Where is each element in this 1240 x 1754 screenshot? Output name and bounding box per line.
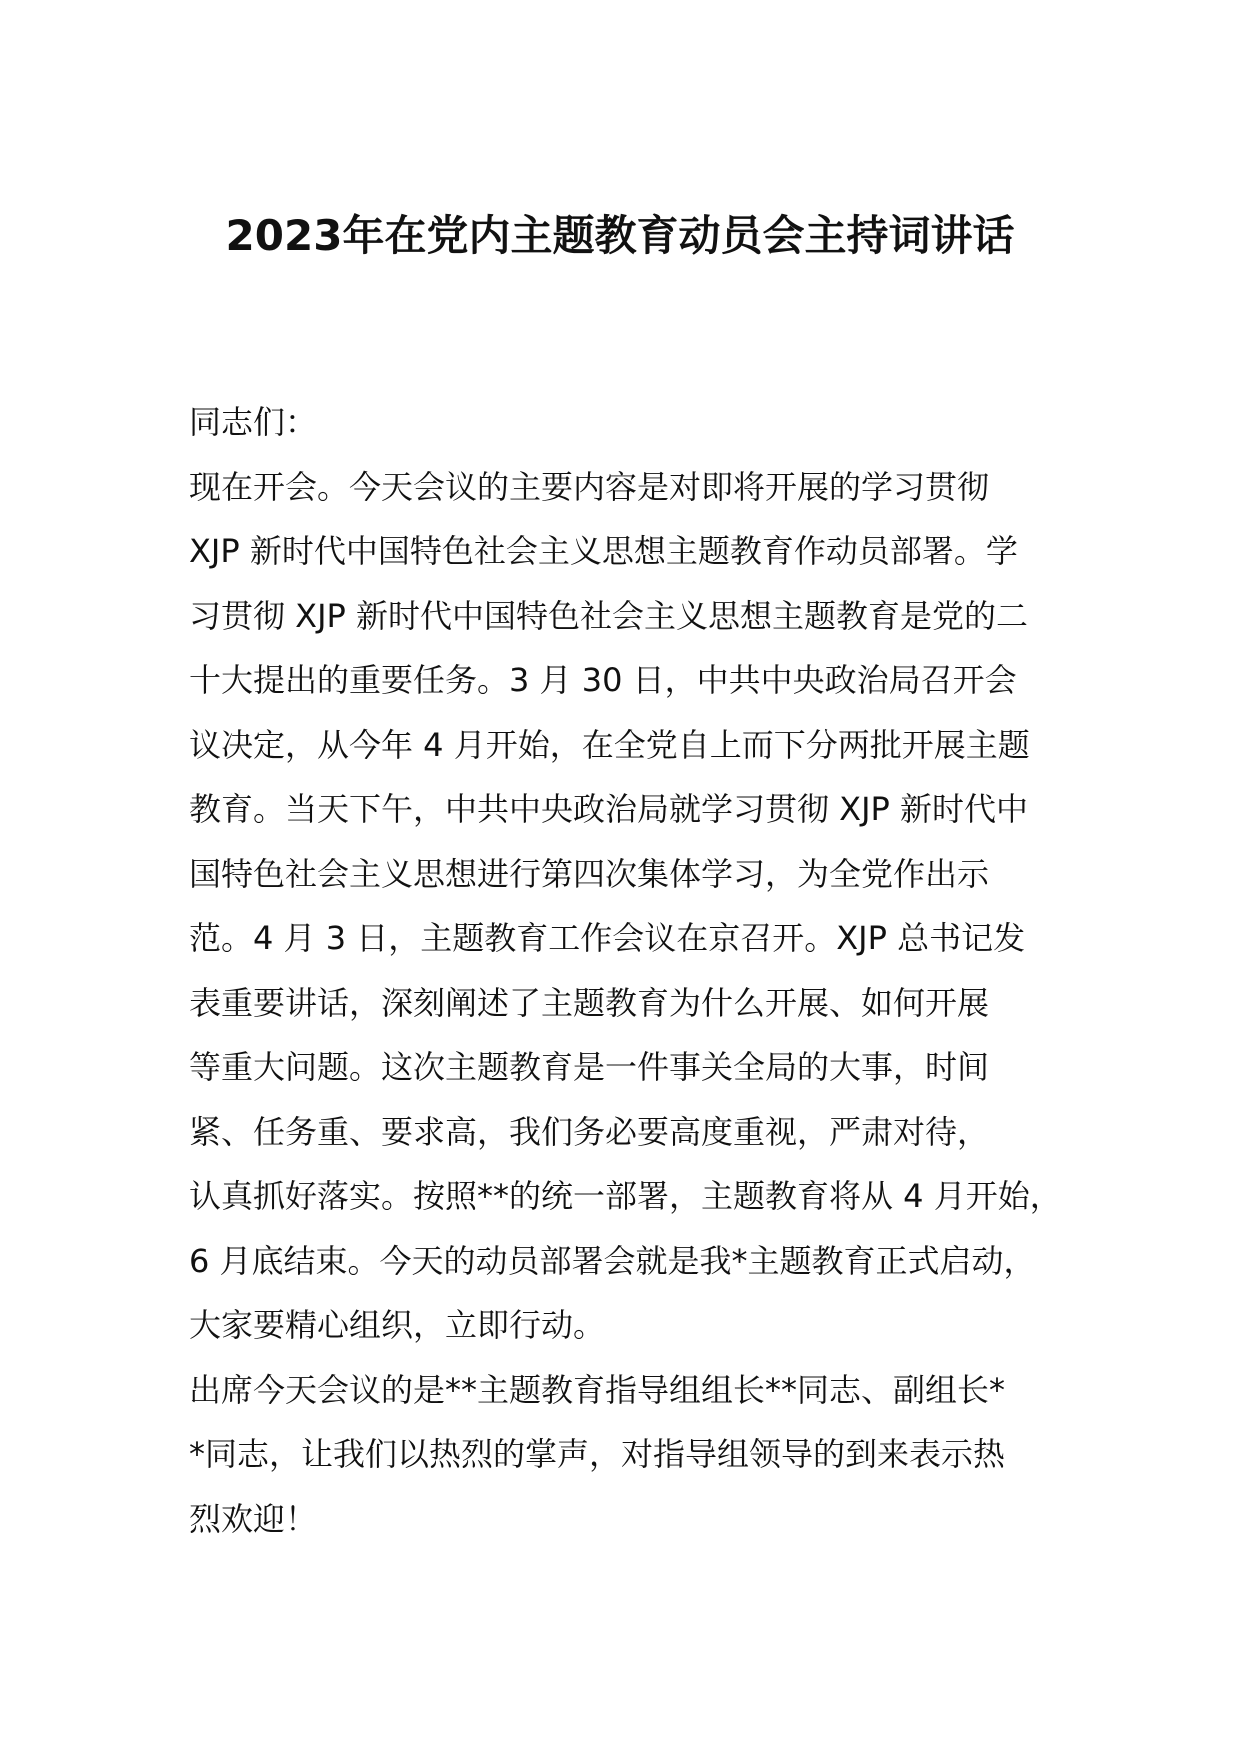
- body-line: 大家要精心组织，立即行动。: [189, 1306, 606, 1344]
- body-line: *同志，让我们以热烈的掌声，对指导组领导的到来表示热: [189, 1435, 1006, 1473]
- body-line: 出席今天会议的是**主题教育指导组组长**同志、副组长*: [189, 1370, 1006, 1409]
- body-line: XJP 新时代中国特色社会主义思想主题教育作动员部署。学: [189, 532, 1018, 570]
- body-line: 认真抓好落实。按照**的统一部署，主题教育将从 4 月开始，: [189, 1177, 1062, 1215]
- document-title: 2023年在党内主题教育动员会主持词讲话: [225, 211, 1015, 260]
- salutation-line: 同志们：: [189, 403, 318, 441]
- body-line: 紧、任务重、要求高，我们务必要高度重视，严肃对待，: [189, 1112, 990, 1151]
- body-line: 十大提出的重要任务。3 月 30 日，中共中央政治局召开会: [189, 661, 1017, 699]
- body-line: 议决定，从今年 4 月开始，在全党自上而下分两批开展主题: [189, 725, 1030, 764]
- body-line: 国特色社会主义思想进行第四次集体学习，为全党作出示: [189, 854, 990, 893]
- body-line: 等重大问题。这次主题教育是一件事关全局的大事，时间: [189, 1048, 990, 1086]
- body-line: 烈欢迎！: [189, 1499, 318, 1538]
- body-line: 6 月底结束。今天的动员部署会就是我*主题教育正式启动，: [189, 1241, 1036, 1280]
- body-line: 表重要讲话，深刻阐述了主题教育为什么开展、如何开展: [189, 983, 990, 1022]
- document-body: [189, 390, 1089, 1551]
- body-line: 教育。当天下午，中共中央政治局就学习贯彻 XJP 新时代中: [189, 790, 1029, 828]
- body-line: 现在开会。今天会议的主要内容是对即将开展的学习贯彻: [189, 467, 990, 506]
- body-line: 范。4 月 3 日，主题教育工作会议在京召开。XJP 总书记发: [189, 919, 1026, 957]
- body-line: 习贯彻 XJP 新时代中国特色社会主义思想主题教育是党的二: [189, 596, 1029, 635]
